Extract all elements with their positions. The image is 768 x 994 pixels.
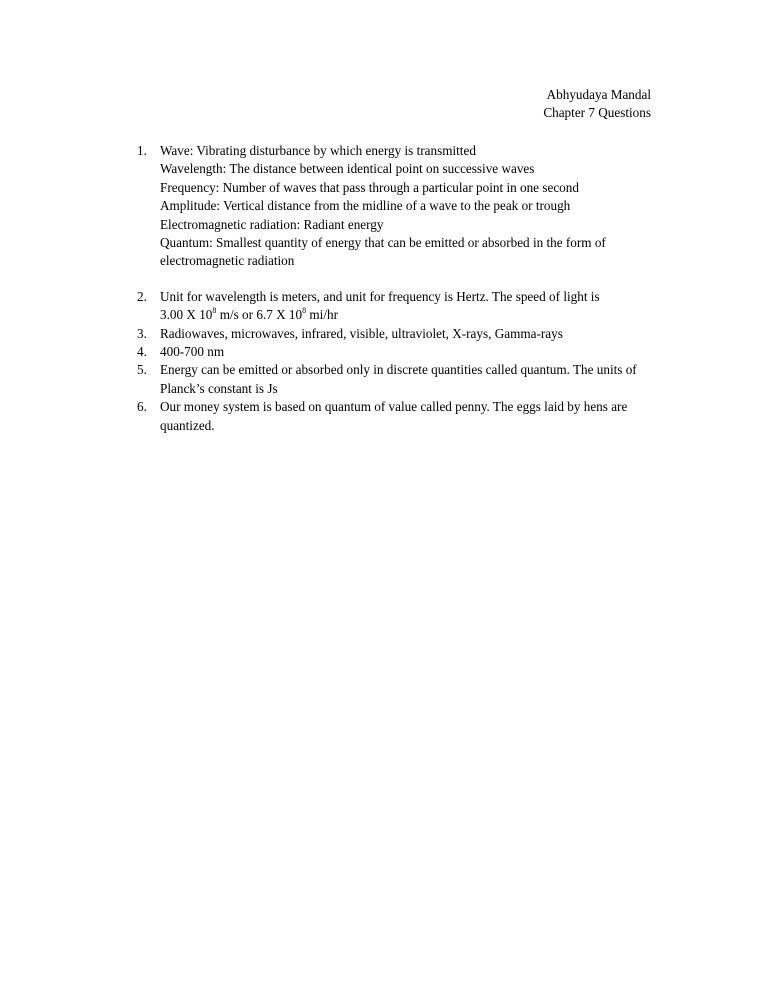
definition-em-radiation: Electromagnetic radiation: Radiant energy xyxy=(160,216,384,232)
list-item-3 xyxy=(137,325,657,343)
speed-ms-unit: m/s or 6.7 X 10 xyxy=(216,307,303,323)
item-number: 6. xyxy=(137,399,147,415)
speed-ms-exponent: 8 xyxy=(212,305,217,315)
list-item-2 xyxy=(137,288,657,325)
list-item-1 xyxy=(137,142,657,271)
document-header xyxy=(543,86,651,123)
answer-spectrum: Radiowaves, microwaves, infrared, visible, ultraviolet, X-rays, Gamma-rays xyxy=(160,325,563,341)
list-item-5 xyxy=(137,361,657,398)
author-name: Abhyudaya Mandal xyxy=(546,87,651,102)
list-item-4 xyxy=(137,343,657,361)
item-number: 3. xyxy=(137,325,147,341)
item-number: 4. xyxy=(137,344,147,360)
definition-quantum: Quantum: Smallest quantity of energy that can be emitted or absorbed in the form of electromagnetic radiation xyxy=(160,235,606,269)
definition-amplitude: Amplitude: Vertical distance from the midline of a wave to the peak or trough xyxy=(160,198,571,214)
speed-mihr-exponent: 8 xyxy=(302,305,307,315)
definition-wave: Wave: Vibrating disturbance by which energy is transmitted xyxy=(160,143,476,158)
definition-frequency: Frequency: Number of waves that pass through a particular point in one second xyxy=(160,179,579,195)
speed-ms-base: 3.00 X 10 xyxy=(160,307,213,323)
answer-planck: Energy can be emitted or absorbed only in discrete quantities called quantum. The units of Planck’s constant is Js xyxy=(160,362,637,396)
item-number: 2. xyxy=(137,288,147,304)
question-list xyxy=(137,142,657,435)
definition-wavelength: Wavelength: The distance between identical point on successive waves xyxy=(160,161,535,177)
answer-visible-range: 400-700 nm xyxy=(160,344,225,360)
document-title: Chapter 7 Questions xyxy=(543,105,651,121)
list-item-6 xyxy=(137,398,657,435)
answer-units-text: Unit for wavelength is meters, and unit for frequency is Hertz. The speed of light is xyxy=(160,288,600,304)
speed-mihr-unit: mi/hr xyxy=(306,307,338,323)
item-number: 5. xyxy=(137,362,147,378)
answer-quantized-examples: Our money system is based on quantum of value called penny. The eggs laid by hens are quantized. xyxy=(160,399,628,433)
item-number: 1. xyxy=(137,143,147,158)
answer-speed-of-light xyxy=(160,306,657,324)
